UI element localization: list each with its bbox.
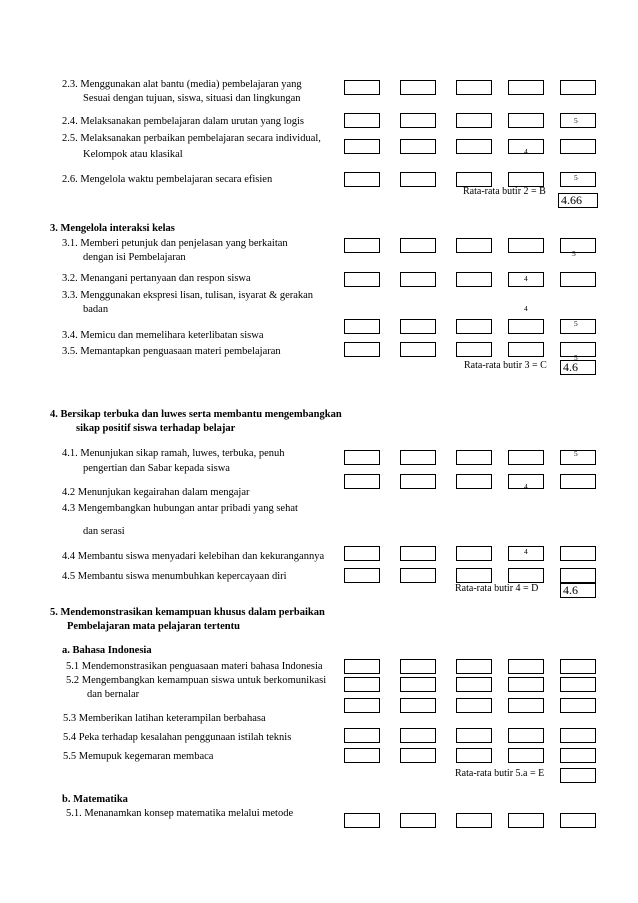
section-4-heading-line2: sikap positif siswa terhadap belajar: [76, 423, 236, 434]
score-box: [344, 474, 380, 489]
score-box: [560, 272, 596, 287]
score-box: [456, 748, 492, 763]
score-box: [508, 80, 544, 95]
item-3-2: 3.2. Menangani pertanyaan dan respon siswa: [62, 273, 251, 284]
score-box: [560, 677, 596, 692]
section-3-heading: 3. Mengelola interaksi kelas: [50, 223, 175, 234]
item-5a-4: 5.4 Peka terhadap kesalahan penggunaan istilah teknis: [63, 732, 292, 743]
score-value: 5: [574, 173, 578, 182]
subsection-b-heading: b. Matematika: [62, 794, 128, 805]
score-box: [456, 728, 492, 743]
score-box: [560, 80, 596, 95]
score-box: [400, 813, 436, 828]
item-4-4: 4.4 Membantu siswa menyadari kelebihan dan kekurangannya: [62, 551, 325, 562]
item-2-5-line2: Kelompok atau klasikal: [83, 149, 183, 160]
average-label: Rata-rata butir 3 = C: [464, 360, 547, 371]
score-box: [456, 546, 492, 561]
item-4-1-line2: pengertian dan Sabar kepada siswa: [83, 463, 230, 474]
score-box: [344, 813, 380, 828]
score-box: [400, 728, 436, 743]
score-box: [456, 450, 492, 465]
item-5a-5: 5.5 Memupuk kegemaran membaca: [63, 751, 214, 762]
average-label: Rata-rata butir 2 = B: [463, 186, 546, 197]
score-box: [560, 319, 596, 334]
score-box: [344, 342, 380, 357]
score-box: [400, 450, 436, 465]
score-box: [456, 172, 492, 187]
score-box: [344, 728, 380, 743]
score-box: [508, 728, 544, 743]
score-box: [508, 677, 544, 692]
score-box: [456, 139, 492, 154]
score-value: 4: [524, 547, 528, 556]
item-2-4: 2.4. Melaksanakan pembelajaran dalam urutan yang logis: [62, 116, 305, 127]
score-box: [456, 677, 492, 692]
score-box: [560, 139, 596, 154]
score-box: [560, 813, 596, 828]
score-box: [508, 748, 544, 763]
item-5a-3: 5.3 Memberikan latihan keterampilan berbahasa: [63, 713, 266, 724]
score-box: [508, 342, 544, 357]
item-3-3-line1: 3.3. Menggunakan ekspresi lisan, tulisan, isyarat & gerakan: [62, 290, 314, 301]
score-box: [560, 238, 596, 253]
score-value: 4: [524, 147, 528, 156]
score-box: [508, 450, 544, 465]
score-box: [344, 139, 380, 154]
score-box: [560, 748, 596, 763]
item-2-3-line2: Sesuai dengan tujuan, siswa, situasi dan lingkungan: [83, 93, 301, 104]
item-4-2: 4.2 Menunjukan kegairahan dalam mengajar: [62, 487, 250, 498]
score-value: 5: [572, 249, 576, 258]
score-box: [456, 568, 492, 583]
score-box: [456, 474, 492, 489]
score-box: [400, 238, 436, 253]
score-box: [508, 319, 544, 334]
score-box: [400, 474, 436, 489]
item-3-3-line2: badan: [83, 304, 109, 315]
score-box: [456, 238, 492, 253]
score-box: [344, 272, 380, 287]
score-box: [456, 659, 492, 674]
score-box: [508, 113, 544, 128]
average-value: 4.6: [560, 583, 596, 598]
score-box: [456, 342, 492, 357]
score-box: [508, 172, 544, 187]
score-box: [344, 748, 380, 763]
average-value-empty: [560, 768, 596, 783]
item-5a-2-line1: 5.2 Mengembangkan kemampuan siswa untuk berkomunikasi: [66, 675, 327, 686]
item-4-3-line2: dan serasi: [83, 526, 125, 537]
item-2-5-line1: 2.5. Melaksanakan perbaikan pembelajaran secara individual,: [62, 133, 321, 144]
score-box: [560, 342, 596, 357]
score-box: [400, 113, 436, 128]
item-3-1-line1: 3.1. Memberi petunjuk dan penjelasan yang berkaitan: [62, 238, 288, 249]
score-box: [400, 748, 436, 763]
score-box: [400, 172, 436, 187]
score-box: [400, 568, 436, 583]
score-box: [344, 677, 380, 692]
score-box: [456, 80, 492, 95]
score-box: [400, 319, 436, 334]
item-3-5: 3.5. Memantapkan penguasaan materi pembelajaran: [62, 346, 281, 357]
subsection-a-heading: a. Bahasa Indonesia: [62, 645, 152, 656]
item-2-3-line1: 2.3. Menggunakan alat bantu (media) pembelajaran yang: [62, 79, 302, 90]
score-box: [400, 139, 436, 154]
item-5b-1: 5.1. Menanamkan konsep matematika melalui metode: [66, 808, 294, 819]
score-box: [560, 728, 596, 743]
score-box: [400, 342, 436, 357]
score-box: [344, 450, 380, 465]
score-box: [560, 568, 596, 583]
score-box: [560, 659, 596, 674]
score-box: [344, 80, 380, 95]
score-box: [508, 698, 544, 713]
score-box: [400, 677, 436, 692]
item-4-5: 4.5 Membantu siswa menumbuhkan kepercayaan diri: [62, 571, 287, 582]
item-4-1-line1: 4.1. Menunjukan sikap ramah, luwes, terbuka, penuh: [62, 448, 285, 459]
score-box: [400, 659, 436, 674]
score-value: 5: [574, 449, 578, 458]
score-value: 4: [524, 482, 528, 491]
score-value: 5: [574, 319, 578, 328]
score-box: [400, 80, 436, 95]
section-4-heading-line1: 4. Bersikap terbuka dan luwes serta membantu mengembangkan: [50, 409, 342, 420]
score-box: [456, 698, 492, 713]
section-5-heading-line1: 5. Mendemonstrasikan kemampuan khusus dalam perbaikan: [50, 607, 325, 618]
item-5a-2-line2: dan bernalar: [87, 689, 140, 700]
section-5-heading-line2: Pembelajaran mata pelajaran tertentu: [67, 621, 240, 632]
score-box: [560, 450, 596, 465]
score-box: [508, 813, 544, 828]
score-box: [456, 319, 492, 334]
average-value: 4.66: [558, 193, 598, 208]
score-box: [508, 238, 544, 253]
score-value: 4: [524, 274, 528, 283]
score-box: [456, 272, 492, 287]
score-box: [456, 113, 492, 128]
score-box: [344, 568, 380, 583]
score-value: 5: [574, 116, 578, 125]
item-2-6: 2.6. Mengelola waktu pembelajaran secara efisien: [62, 174, 273, 185]
score-box: [560, 474, 596, 489]
score-box: [508, 568, 544, 583]
item-3-1-line2: dengan isi Pembelajaran: [83, 252, 186, 263]
average-label: Rata-rata butir 4 = D: [455, 583, 539, 594]
score-box: [400, 698, 436, 713]
score-box: [344, 238, 380, 253]
score-box: [508, 659, 544, 674]
score-box: [400, 546, 436, 561]
score-box: [560, 546, 596, 561]
average-label: Rata-rata butir 5.a = E: [455, 768, 545, 779]
item-3-4: 3.4. Memicu dan memelihara keterlibatan siswa: [62, 330, 264, 341]
score-box: [344, 546, 380, 561]
score-box: [344, 319, 380, 334]
score-box: [560, 698, 596, 713]
score-box: [344, 113, 380, 128]
score-value: 5: [574, 353, 578, 362]
item-4-3-line1: 4.3 Mengembangkan hubungan antar pribadi yang sehat: [62, 503, 298, 514]
score-box: [456, 813, 492, 828]
score-box: [344, 659, 380, 674]
score-box: [344, 172, 380, 187]
average-value: 4.6: [560, 360, 596, 375]
score-box: [560, 113, 596, 128]
score-box: [344, 698, 380, 713]
score-box: [400, 272, 436, 287]
item-5a-1: 5.1 Mendemonstrasikan penguasaan materi bahasa Indonesia: [66, 661, 323, 672]
score-value: 4: [524, 304, 528, 313]
score-box: [560, 172, 596, 187]
